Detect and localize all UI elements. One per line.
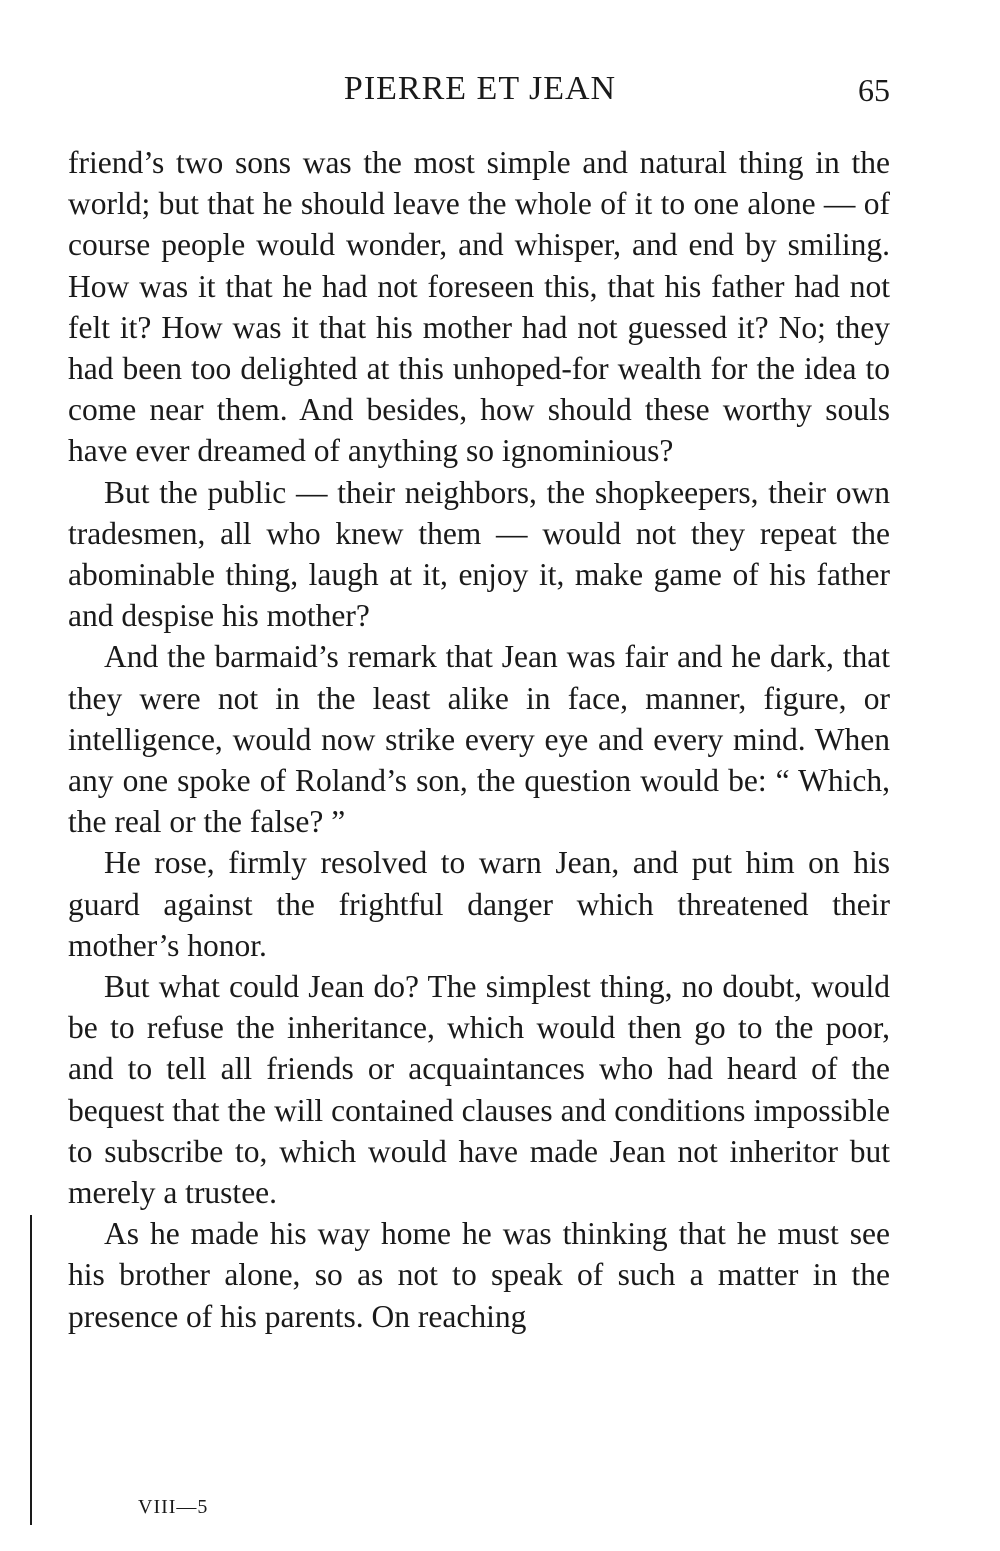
page-header bbox=[70, 70, 890, 114]
running-title: PIERRE ET JEAN bbox=[343, 70, 617, 107]
paragraph: But what could Jean do? The simplest thing, no doubt, would be to refuse the inheritance, which would then go to the poor, and to tell all friends or acquaintances who had heard of the bequest that the will contained clauses and conditions impossible to subscribe to, which would have made Jean not inheritor but merely a trustee. bbox=[68, 969, 890, 1211]
page-number: 65 bbox=[858, 72, 890, 108]
margin-rule bbox=[30, 1215, 32, 1525]
body-text bbox=[68, 142, 890, 1337]
paragraph-continuation: friend’s two sons was the most simple and natural thing in the world; but that he should leave the whole of it to one alone — of course people would wonder, and whisper, and end by smiling. How was it that he had not foreseen this, that his father had not felt it? How was it that his mother had not guessed it? No; they had been too delighted at this unhoped-for wealth for the idea to come near them. And besides, how should these worthy souls have ever dreamed of anything so ignominious? bbox=[68, 145, 890, 469]
paragraph: And the barmaid’s remark that Jean was fair and he dark, that they were not in the least alike in face, manner, figure, or intelligence, would now strike every eye and every mind. When any one spoke of Roland’s son, the question would be: “ Which, the real or the false? ” bbox=[68, 639, 890, 840]
paragraph: As he made his way home he was thinking that he must see his brother alone, so as not to speak of such a matter in the presence of his parents. On reaching bbox=[68, 1216, 890, 1334]
paragraph: But the public — their neighbors, the shopkeepers, their own tradesmen, all who knew them — would not they repeat the abominable thing, laugh at it, enjoy it, make game of his father and despise his mother? bbox=[68, 474, 890, 634]
signature-mark: VIII—5 bbox=[138, 1496, 209, 1518]
paragraph: He rose, firmly resolved to warn Jean, and put him on his guard against the frightful danger which threatened their mother’s honor. bbox=[68, 845, 890, 963]
